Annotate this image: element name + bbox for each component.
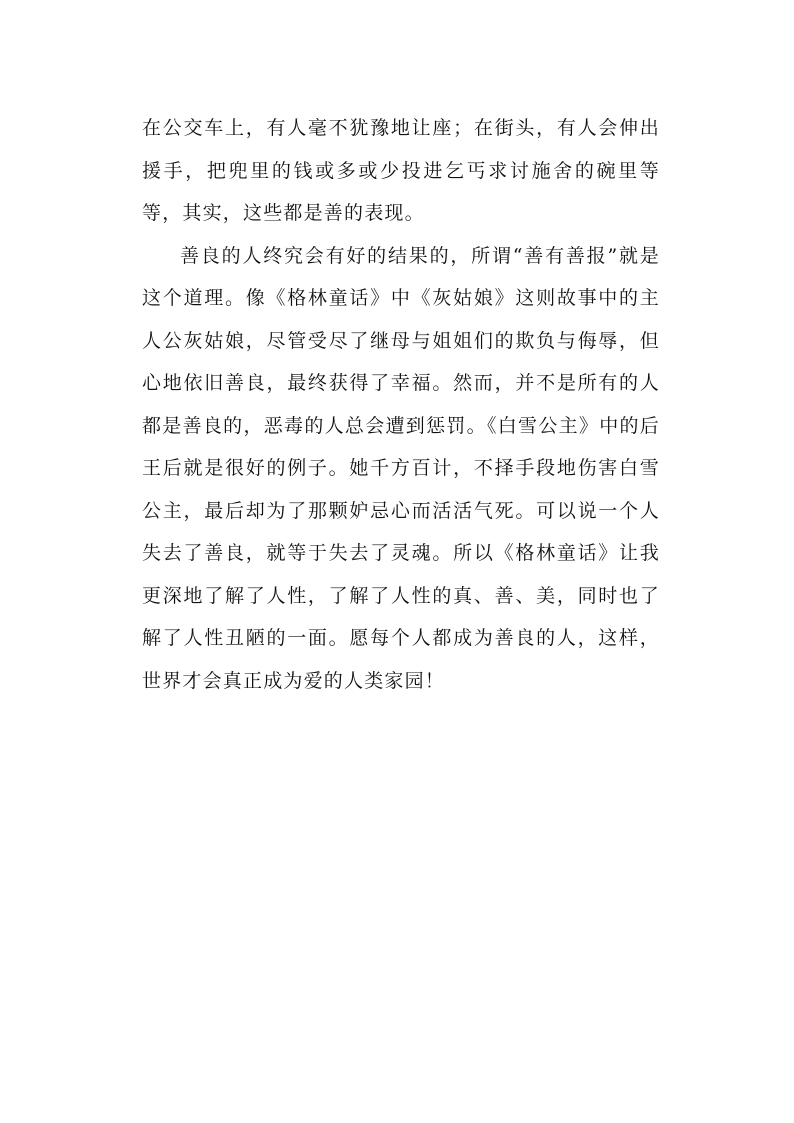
paragraph-1: 在公交车上，有人毫不犹豫地让座；在街头，有人会伸出援手，把兜里的钱或多或少投进乞丐求讨施舍的碗里等等，其实，这些都是善的表现。	[142, 117, 660, 224]
paragraph-2: 善良的人终究会有好的结果的，所谓“善有善报”就是这个道理。像《格林童话》中《灰姑娘》这则故事中的主人公灰姑娘，尽管受尽了继母与姐姐们的欺负与侮辱，但心地依旧善良，最终获得了幸福。然而，并不是所有的人都是善良的，恶毒的人总会遭到惩罚。《白雪公主》中的后王后就是很好的例子。她千方百计，不择手段地伤害白雪公主，最后却为了那颗妒忌心而活活气死。可以说一个人失去了善良，就等于失去了灵魂。所以《格林童话》让我更深地了解了人性，了解了人性的真、善、美，同时也了解了人性丑陋的一面。愿每个人都成为善良的人，这样，世界才会真正成为爱的人类家园！	[142, 244, 660, 692]
essay-body	[142, 107, 660, 702]
